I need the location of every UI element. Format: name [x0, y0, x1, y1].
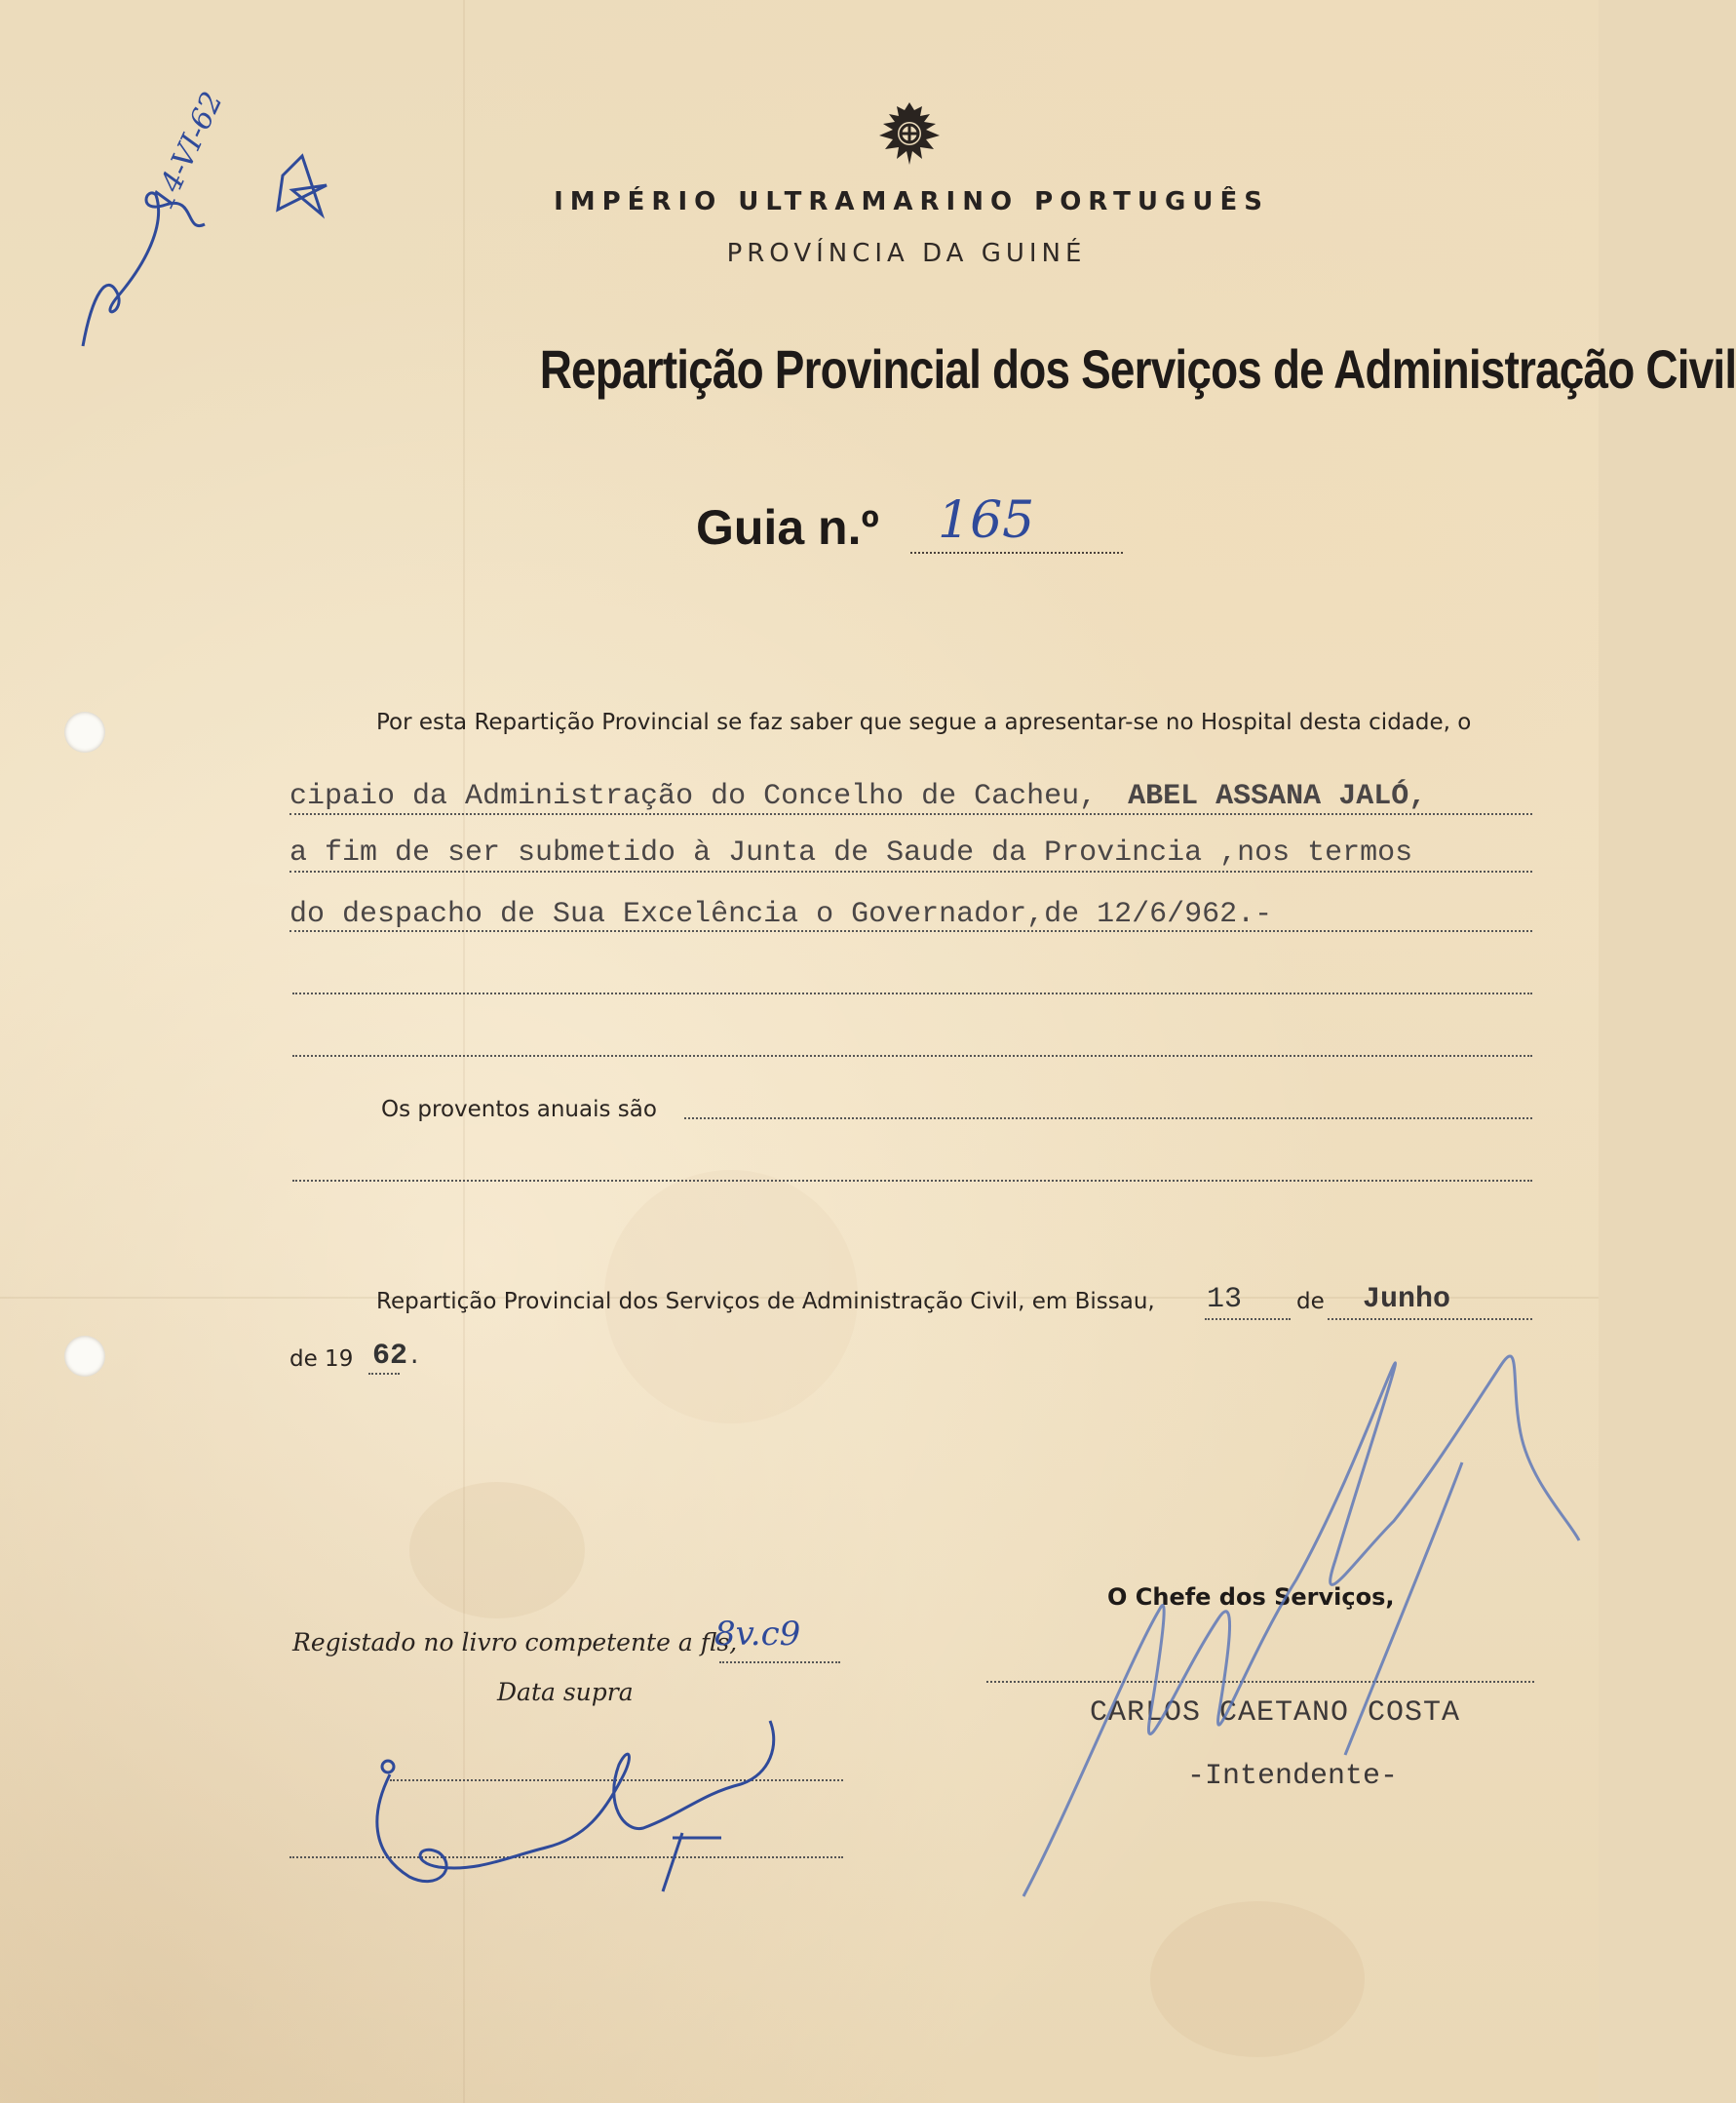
empire-heading: IMPÉRIO ULTRAMARINO PORTUGUÊS [554, 187, 1269, 216]
fill-line [292, 1180, 1532, 1182]
punch-hole [64, 1336, 105, 1377]
fill-line [1205, 1318, 1291, 1320]
coat-of-arms-icon [866, 100, 953, 167]
margin-initial-scribble [83, 193, 205, 346]
typed-line-1 [289, 780, 1426, 813]
closing-de: de [1296, 1289, 1325, 1314]
closing-year-suffix [372, 1340, 421, 1373]
data-supra: Data supra [497, 1678, 634, 1706]
signatory-name: CARLOS CAETANO COSTA [1090, 1696, 1461, 1730]
closing-year-prefix: de 19 [289, 1346, 354, 1372]
paper-fold-vertical [463, 0, 465, 2103]
fill-line [368, 1373, 400, 1375]
fill-line [719, 1661, 840, 1663]
signatory-signature-line [986, 1681, 1534, 1683]
guia-label: Guia n.º [696, 500, 879, 555]
registry-signature [377, 1721, 774, 1891]
margin-star-mark [278, 156, 327, 214]
registry-label: Registado no livro competente a fls, [292, 1628, 738, 1656]
typed-line-3: do despacho de Sua Excelência o Governador,de 12/6/962.- [289, 898, 1273, 931]
guia-number: 165 [938, 491, 1035, 550]
guia-number-line [910, 552, 1123, 554]
intro-text: Por esta Repartição Provincial se faz saber que segue a apresentar-se no Hospital desta cidade, o [376, 710, 1472, 735]
person-name: ABEL ASSANA JALÓ, [1128, 780, 1427, 813]
punch-hole [64, 712, 105, 753]
registry-page: 8v.c9 [714, 1615, 801, 1654]
department-title: Repartição Provincial dos Serviços de Administração Civil [539, 338, 1736, 400]
registry-signature-line [289, 1856, 843, 1858]
fill-line [289, 930, 1532, 932]
fill-line [292, 993, 1532, 994]
closing-year: 62 [372, 1340, 408, 1373]
fill-line [684, 1117, 1532, 1119]
chief-signature [1023, 1356, 1579, 1896]
closing-place-text: Repartição Provincial dos Serviços de Administração Civil, em Bissau, [376, 1289, 1155, 1314]
registry-signature-loop [382, 1761, 394, 1772]
guia-number-row [696, 491, 1035, 558]
typed-line-2: a fim de ser submetido à Junta de Saude da Provincia ,nos termos [289, 837, 1413, 870]
paper-stain [409, 1482, 585, 1618]
fill-line [289, 871, 1532, 873]
fill-line [390, 1779, 843, 1781]
signatory-title: -Intendente- [1187, 1760, 1399, 1793]
paper-stain [1150, 1901, 1365, 2057]
signatory-role: O Chefe dos Serviços, [1107, 1583, 1395, 1611]
typed-line-1-text: cipaio da Administração do Concelho de Cacheu, [289, 780, 1098, 813]
fill-line [1328, 1318, 1532, 1320]
margin-note-date: 14-VI-62 [146, 87, 230, 214]
fill-line [289, 813, 1532, 815]
closing-day: 13 [1207, 1283, 1243, 1316]
closing-year-end: . [407, 1344, 422, 1371]
closing-month: Junho [1363, 1283, 1451, 1316]
province-heading: PROVÍNCIA DA GUINÉ [726, 239, 1087, 268]
fill-line [292, 1055, 1532, 1057]
proventos-label: Os proventos anuais são [381, 1097, 657, 1122]
